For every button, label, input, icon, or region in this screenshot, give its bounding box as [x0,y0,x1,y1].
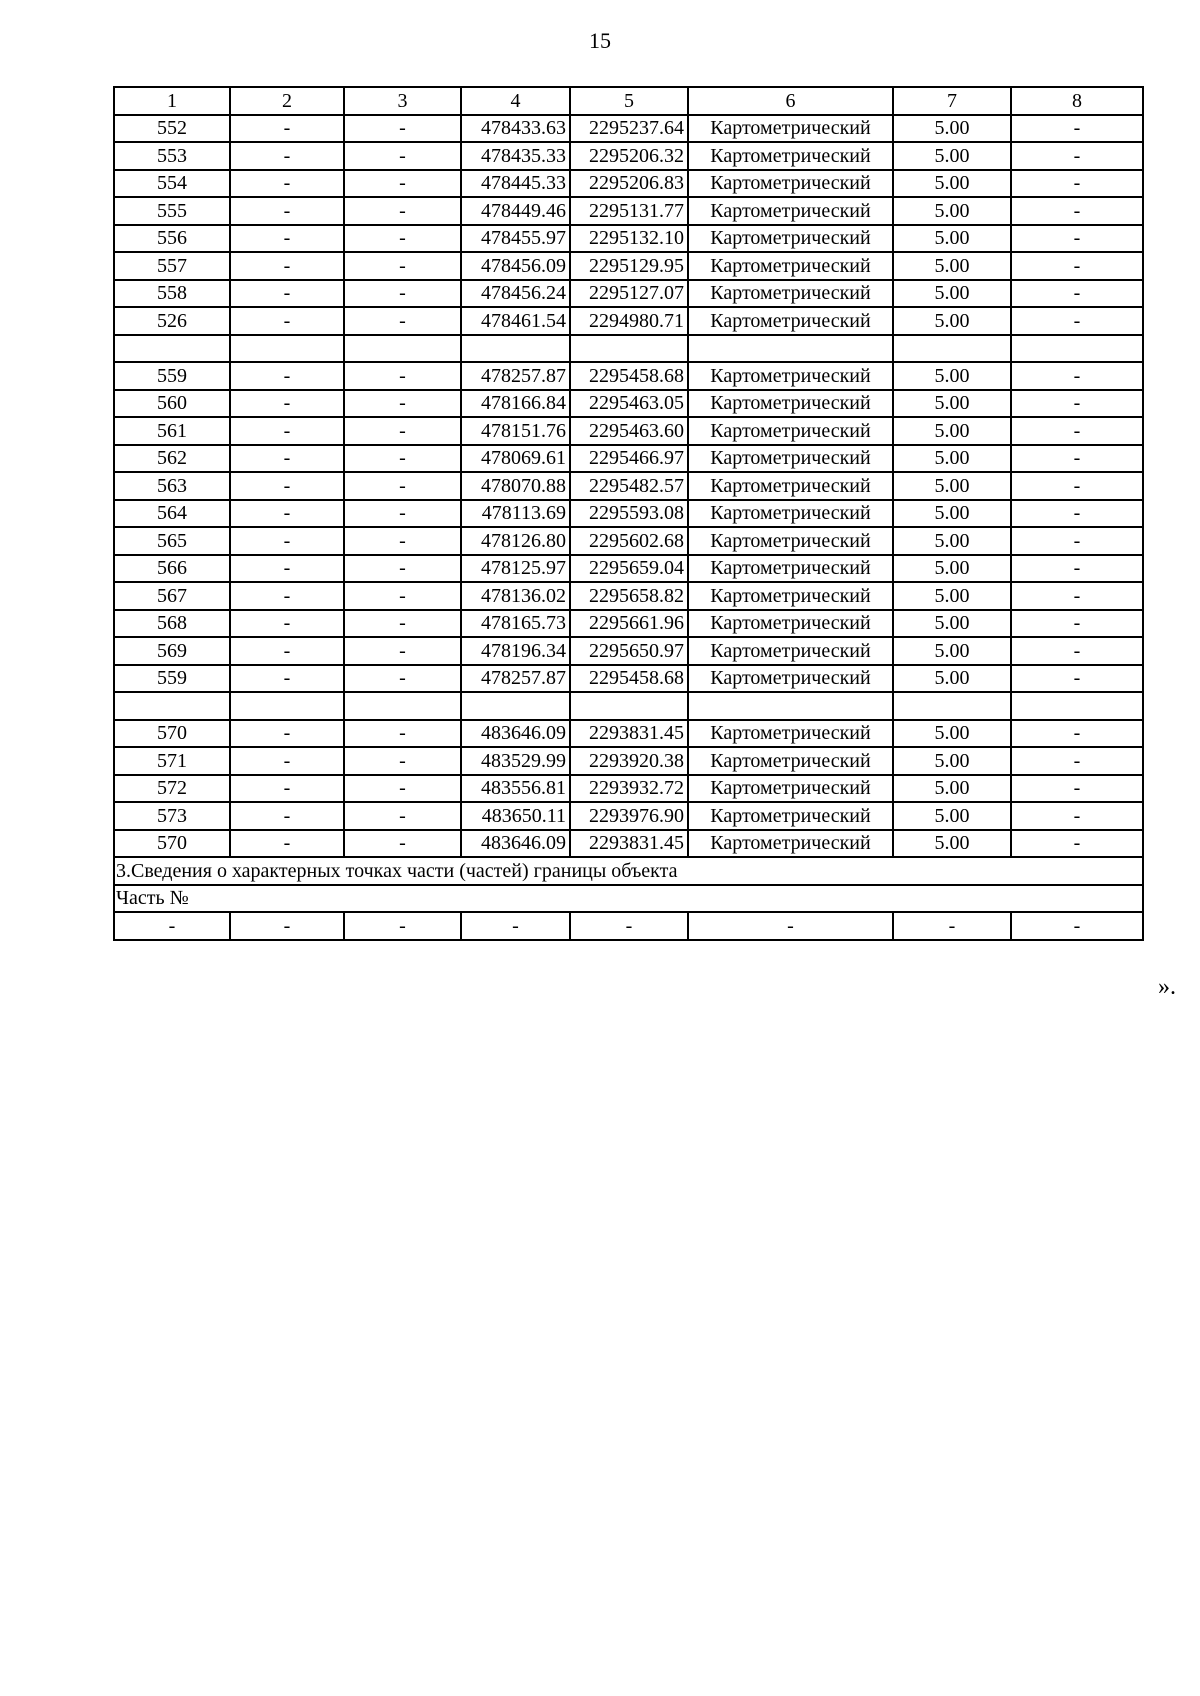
table-cell-col-8: - [1011,252,1143,280]
table-cell-col-3: - [344,775,461,803]
table-cell-col-7 [893,335,1011,363]
table-cell-col-3: - [344,307,461,335]
table-cell-col-7: 5.00 [893,225,1011,253]
table-cell-col-3: - [344,500,461,528]
table-cell-col-4: 478456.09 [461,252,570,280]
table-cell-col-6: Картометрический [688,307,893,335]
table-cell-col-6: Картометрический [688,582,893,610]
table-row [114,610,1143,638]
table-cell-col-1: 562 [114,445,230,473]
table-row [114,582,1143,610]
table-cell-col-4: 478126.80 [461,527,570,555]
table-row [114,390,1143,418]
table-cell-col-8: - [1011,665,1143,693]
table-cell-col-1: 573 [114,802,230,830]
table-cell-col-4: 478445.33 [461,170,570,198]
table-cell-col-1: - [114,912,230,940]
table-cell-col-3: - [344,747,461,775]
table-cell-col-6: Картометрический [688,775,893,803]
table-row [114,252,1143,280]
table-cell-col-7: 5.00 [893,307,1011,335]
table-cell-col-8: - [1011,417,1143,445]
table-cell-col-3: - [344,115,461,143]
table-cell-col-7: 5.00 [893,610,1011,638]
table-cell-col-5: 2295602.68 [570,527,688,555]
table-cell-col-5 [570,335,688,363]
table-cell-col-7: - [893,912,1011,940]
table-cell-col-5: 2295127.07 [570,280,688,308]
table-cell-col-4: 478435.33 [461,142,570,170]
table-cell-col-4: 478455.97 [461,225,570,253]
table-cell-col-1: 572 [114,775,230,803]
table-cell-col-7: 5.00 [893,747,1011,775]
table-row [114,445,1143,473]
table-cell-col-6: Картометрический [688,417,893,445]
table-cell-col-2: - [230,912,344,940]
table-cell-col-6: 6 [688,87,893,115]
table-cell-col-6 [688,335,893,363]
table-cell-col-8: - [1011,170,1143,198]
table-cell-col-7: 5.00 [893,115,1011,143]
table-cell-col-6: Картометрический [688,830,893,858]
table-cell-col-1: 553 [114,142,230,170]
table-cell-col-7: 7 [893,87,1011,115]
table-header-row [114,87,1143,115]
table-cell-col-1: 555 [114,197,230,225]
table-cell-col-8 [1011,335,1143,363]
table-cell-col-5: 2295206.83 [570,170,688,198]
table-cell-col-7: 5.00 [893,197,1011,225]
table-cell-col-7: 5.00 [893,170,1011,198]
table-cell-col-3: - [344,252,461,280]
table-cell-col-6: - [688,912,893,940]
table-cell-col-6: Картометрический [688,472,893,500]
table-cell-col-2: - [230,280,344,308]
table-cell-col-2: - [230,142,344,170]
table-cell-col-1: 570 [114,720,230,748]
part-label: Часть № [114,885,1143,913]
table-cell-col-6: Картометрический [688,197,893,225]
table-cell-col-8: - [1011,747,1143,775]
table-row [114,720,1143,748]
table-cell-col-2: - [230,775,344,803]
table-cell-col-5: 2293831.45 [570,830,688,858]
table-cell-col-4: 478461.54 [461,307,570,335]
table-cell-col-7: 5.00 [893,472,1011,500]
table-cell-col-3: - [344,665,461,693]
table-cell-col-5: 2295129.95 [570,252,688,280]
table-cell-col-5: 2295661.96 [570,610,688,638]
table-cell-col-3 [344,335,461,363]
table-cell-col-3: - [344,280,461,308]
table-cell-col-4: 483556.81 [461,775,570,803]
table-cell-col-1: 564 [114,500,230,528]
table-cell-col-1: 561 [114,417,230,445]
table-cell-col-3 [344,692,461,720]
table-cell-col-1: 558 [114,280,230,308]
page-number: 15 [589,28,611,53]
table-row [114,362,1143,390]
table-cell-col-5: 2293932.72 [570,775,688,803]
table-cell-col-8: - [1011,115,1143,143]
table-cell-col-8: - [1011,390,1143,418]
table-cell-col-5 [570,692,688,720]
table-cell-col-5: 2295132.10 [570,225,688,253]
table-cell-col-4: 478433.63 [461,115,570,143]
table-cell-col-1: 565 [114,527,230,555]
table-cell-col-4: 478196.34 [461,637,570,665]
table-cell-col-3: - [344,390,461,418]
table-cell-col-8: - [1011,280,1143,308]
table-separator-row [114,692,1143,720]
table-cell-col-7: 5.00 [893,500,1011,528]
table-body [114,87,1143,940]
table-row [114,527,1143,555]
table-cell-col-7: 5.00 [893,665,1011,693]
table-row [114,197,1143,225]
table-cell-col-3: - [344,362,461,390]
table-cell-col-6: Картометрический [688,362,893,390]
table-cell-col-1: 559 [114,362,230,390]
table-cell-col-5: 2295659.04 [570,555,688,583]
table-cell-col-4: 478113.69 [461,500,570,528]
table-cell-col-6: Картометрический [688,280,893,308]
table-cell-col-6: Картометрический [688,665,893,693]
table-cell-col-8: - [1011,362,1143,390]
table-cell-col-5: 2293831.45 [570,720,688,748]
table-cell-col-3: 3 [344,87,461,115]
table-cell-col-8: - [1011,830,1143,858]
table-cell-col-5: 2295237.64 [570,115,688,143]
table-cell-col-1 [114,335,230,363]
table-row [114,170,1143,198]
table-cell-col-2: - [230,445,344,473]
table-cell-col-2: - [230,610,344,638]
table-cell-col-2: - [230,252,344,280]
table-row [114,115,1143,143]
table-cell-col-7 [893,692,1011,720]
table-cell-col-6: Картометрический [688,390,893,418]
table-cell-col-8: - [1011,610,1143,638]
table-cell-col-5: 2295463.60 [570,417,688,445]
table-cell-col-5: 2295650.97 [570,637,688,665]
table-cell-col-2: - [230,665,344,693]
table-row [114,637,1143,665]
table-cell-col-4: 478257.87 [461,362,570,390]
table-cell-col-8: - [1011,307,1143,335]
table-cell-col-5: 5 [570,87,688,115]
table-cell-col-6: Картометрический [688,747,893,775]
table-cell-col-2: - [230,225,344,253]
table-separator-row [114,335,1143,363]
table-cell-col-8 [1011,692,1143,720]
table-cell-col-6: Картометрический [688,225,893,253]
table-cell-col-5: 2295593.08 [570,500,688,528]
table-cell-col-7: 5.00 [893,720,1011,748]
table-cell-col-2: - [230,417,344,445]
table-cell-col-1: 552 [114,115,230,143]
table-cell-col-5: 2295482.57 [570,472,688,500]
table-cell-col-4 [461,335,570,363]
table-cell-col-2: - [230,747,344,775]
table-cell-col-4: 478257.87 [461,665,570,693]
table-cell-col-7: 5.00 [893,445,1011,473]
table-cell-col-2: - [230,802,344,830]
table-cell-col-5: 2293976.90 [570,802,688,830]
table-cell-col-2: - [230,362,344,390]
table-cell-col-7: 5.00 [893,362,1011,390]
table-cell-col-6: Картометрический [688,637,893,665]
table-cell-col-4: 483529.99 [461,747,570,775]
table-cell-col-3: - [344,170,461,198]
table-row [114,307,1143,335]
table-cell-col-1: 563 [114,472,230,500]
table-cell-col-7: 5.00 [893,390,1011,418]
table-cell-col-1: 1 [114,87,230,115]
table-cell-col-6: Картометрический [688,115,893,143]
table-cell-col-4: 483646.09 [461,830,570,858]
table-cell-col-3: - [344,582,461,610]
table-cell-col-3: - [344,912,461,940]
table-cell-col-3: - [344,417,461,445]
section-title: 3.Сведения о характерных точках части (частей) границы объекта [114,857,1143,885]
table-cell-col-6: Картометрический [688,720,893,748]
table-cell-col-3: - [344,527,461,555]
table-cell-col-2: - [230,170,344,198]
table-row [114,775,1143,803]
table-cell-col-6: Картометрический [688,252,893,280]
part-label-row [114,885,1143,913]
table-cell-col-5: 2295206.32 [570,142,688,170]
table-cell-col-5: 2295131.77 [570,197,688,225]
table-cell-col-3: - [344,830,461,858]
table-cell-col-8: - [1011,912,1143,940]
table-cell-col-1: 571 [114,747,230,775]
table-cell-col-2: - [230,500,344,528]
table-row [114,830,1143,858]
table-cell-col-2: - [230,720,344,748]
table-cell-col-6: Картометрический [688,555,893,583]
table-row [114,555,1143,583]
table-cell-col-2: - [230,115,344,143]
table-cell-col-3: - [344,802,461,830]
table-row [114,280,1143,308]
table-cell-col-3: - [344,555,461,583]
table-cell-col-6: Картометрический [688,527,893,555]
table-cell-col-7: 5.00 [893,582,1011,610]
closing-quote-mark: ». [1158,974,1176,1000]
table-cell-col-6 [688,692,893,720]
table-cell-col-5: 2295466.97 [570,445,688,473]
table-cell-col-1: 560 [114,390,230,418]
table-cell-col-4: 478070.88 [461,472,570,500]
table-row [114,417,1143,445]
table-cell-col-1: 567 [114,582,230,610]
table-cell-col-3: - [344,142,461,170]
table-cell-col-2: - [230,637,344,665]
table-cell-col-8: - [1011,472,1143,500]
table-cell-col-2: - [230,472,344,500]
table-row [114,802,1143,830]
table-cell-col-6: Картометрический [688,170,893,198]
table-cell-col-3: - [344,637,461,665]
table-cell-col-3: - [344,610,461,638]
table-cell-col-1: 566 [114,555,230,583]
table-cell-col-8: - [1011,527,1143,555]
table-cell-col-2: 2 [230,87,344,115]
table-cell-col-8: 8 [1011,87,1143,115]
table-cell-col-7: 5.00 [893,555,1011,583]
table-cell-col-1: 556 [114,225,230,253]
table-cell-col-3: - [344,720,461,748]
table-cell-col-7: 5.00 [893,830,1011,858]
table-row [114,500,1143,528]
table-cell-col-2: - [230,307,344,335]
table-cell-col-1: 526 [114,307,230,335]
table-row [114,142,1143,170]
table-cell-col-5: 2294980.71 [570,307,688,335]
table-cell-col-4: 478151.76 [461,417,570,445]
table-cell-col-7: 5.00 [893,252,1011,280]
table-cell-col-3: - [344,472,461,500]
table-cell-col-4: 483646.09 [461,720,570,748]
table-cell-col-4: 478166.84 [461,390,570,418]
table-cell-col-6: Картометрический [688,142,893,170]
table-cell-col-4 [461,692,570,720]
table-row [114,665,1143,693]
table-cell-col-6: Картометрический [688,610,893,638]
table-cell-col-8: - [1011,802,1143,830]
table-cell-col-1: 559 [114,665,230,693]
table-cell-col-2: - [230,555,344,583]
table-row [114,225,1143,253]
table-cell-col-5: 2295658.82 [570,582,688,610]
table-cell-col-8: - [1011,637,1143,665]
table-cell-col-5: 2295463.05 [570,390,688,418]
coordinates-table [113,86,1144,941]
table-cell-col-6: Картометрический [688,445,893,473]
table-cell-col-7: 5.00 [893,802,1011,830]
table-row [114,472,1143,500]
table-cell-col-5: 2293920.38 [570,747,688,775]
table-cell-col-1: 570 [114,830,230,858]
table-cell-col-1: 569 [114,637,230,665]
table-row [114,747,1143,775]
table-cell-col-1: 568 [114,610,230,638]
table-cell-col-7: 5.00 [893,775,1011,803]
table-cell-col-8: - [1011,445,1143,473]
table-cell-col-8: - [1011,582,1143,610]
table-cell-col-7: 5.00 [893,142,1011,170]
table-cell-col-3: - [344,445,461,473]
table-cell-col-8: - [1011,500,1143,528]
table-cell-col-6: Картометрический [688,500,893,528]
table-cell-col-8: - [1011,555,1143,583]
table-cell-col-2: - [230,582,344,610]
table-cell-col-2: - [230,830,344,858]
table-final-row [114,912,1143,940]
table-cell-col-4: 483650.11 [461,802,570,830]
table-cell-col-8: - [1011,197,1143,225]
table-cell-col-4: 478165.73 [461,610,570,638]
table-cell-col-1 [114,692,230,720]
table-cell-col-4: 4 [461,87,570,115]
table-cell-col-7: 5.00 [893,527,1011,555]
table-cell-col-4: 478136.02 [461,582,570,610]
table-cell-col-6: Картометрический [688,802,893,830]
table-cell-col-4: - [461,912,570,940]
table-cell-col-8: - [1011,225,1143,253]
table-cell-col-5: - [570,912,688,940]
table-cell-col-4: 478456.24 [461,280,570,308]
table-cell-col-7: 5.00 [893,280,1011,308]
table-cell-col-4: 478125.97 [461,555,570,583]
table-cell-col-3: - [344,225,461,253]
table-cell-col-2 [230,335,344,363]
table-cell-col-2 [230,692,344,720]
table-cell-col-2: - [230,197,344,225]
table-cell-col-4: 478449.46 [461,197,570,225]
table-cell-col-4: 478069.61 [461,445,570,473]
table-cell-col-8: - [1011,720,1143,748]
table-cell-col-2: - [230,390,344,418]
table-cell-col-8: - [1011,142,1143,170]
table-cell-col-3: - [344,197,461,225]
table-cell-col-7: 5.00 [893,637,1011,665]
table-cell-col-1: 557 [114,252,230,280]
section-title-row [114,857,1143,885]
table-cell-col-5: 2295458.68 [570,362,688,390]
table-cell-col-5: 2295458.68 [570,665,688,693]
table-cell-col-8: - [1011,775,1143,803]
table-cell-col-7: 5.00 [893,417,1011,445]
table-cell-col-1: 554 [114,170,230,198]
table-cell-col-2: - [230,527,344,555]
